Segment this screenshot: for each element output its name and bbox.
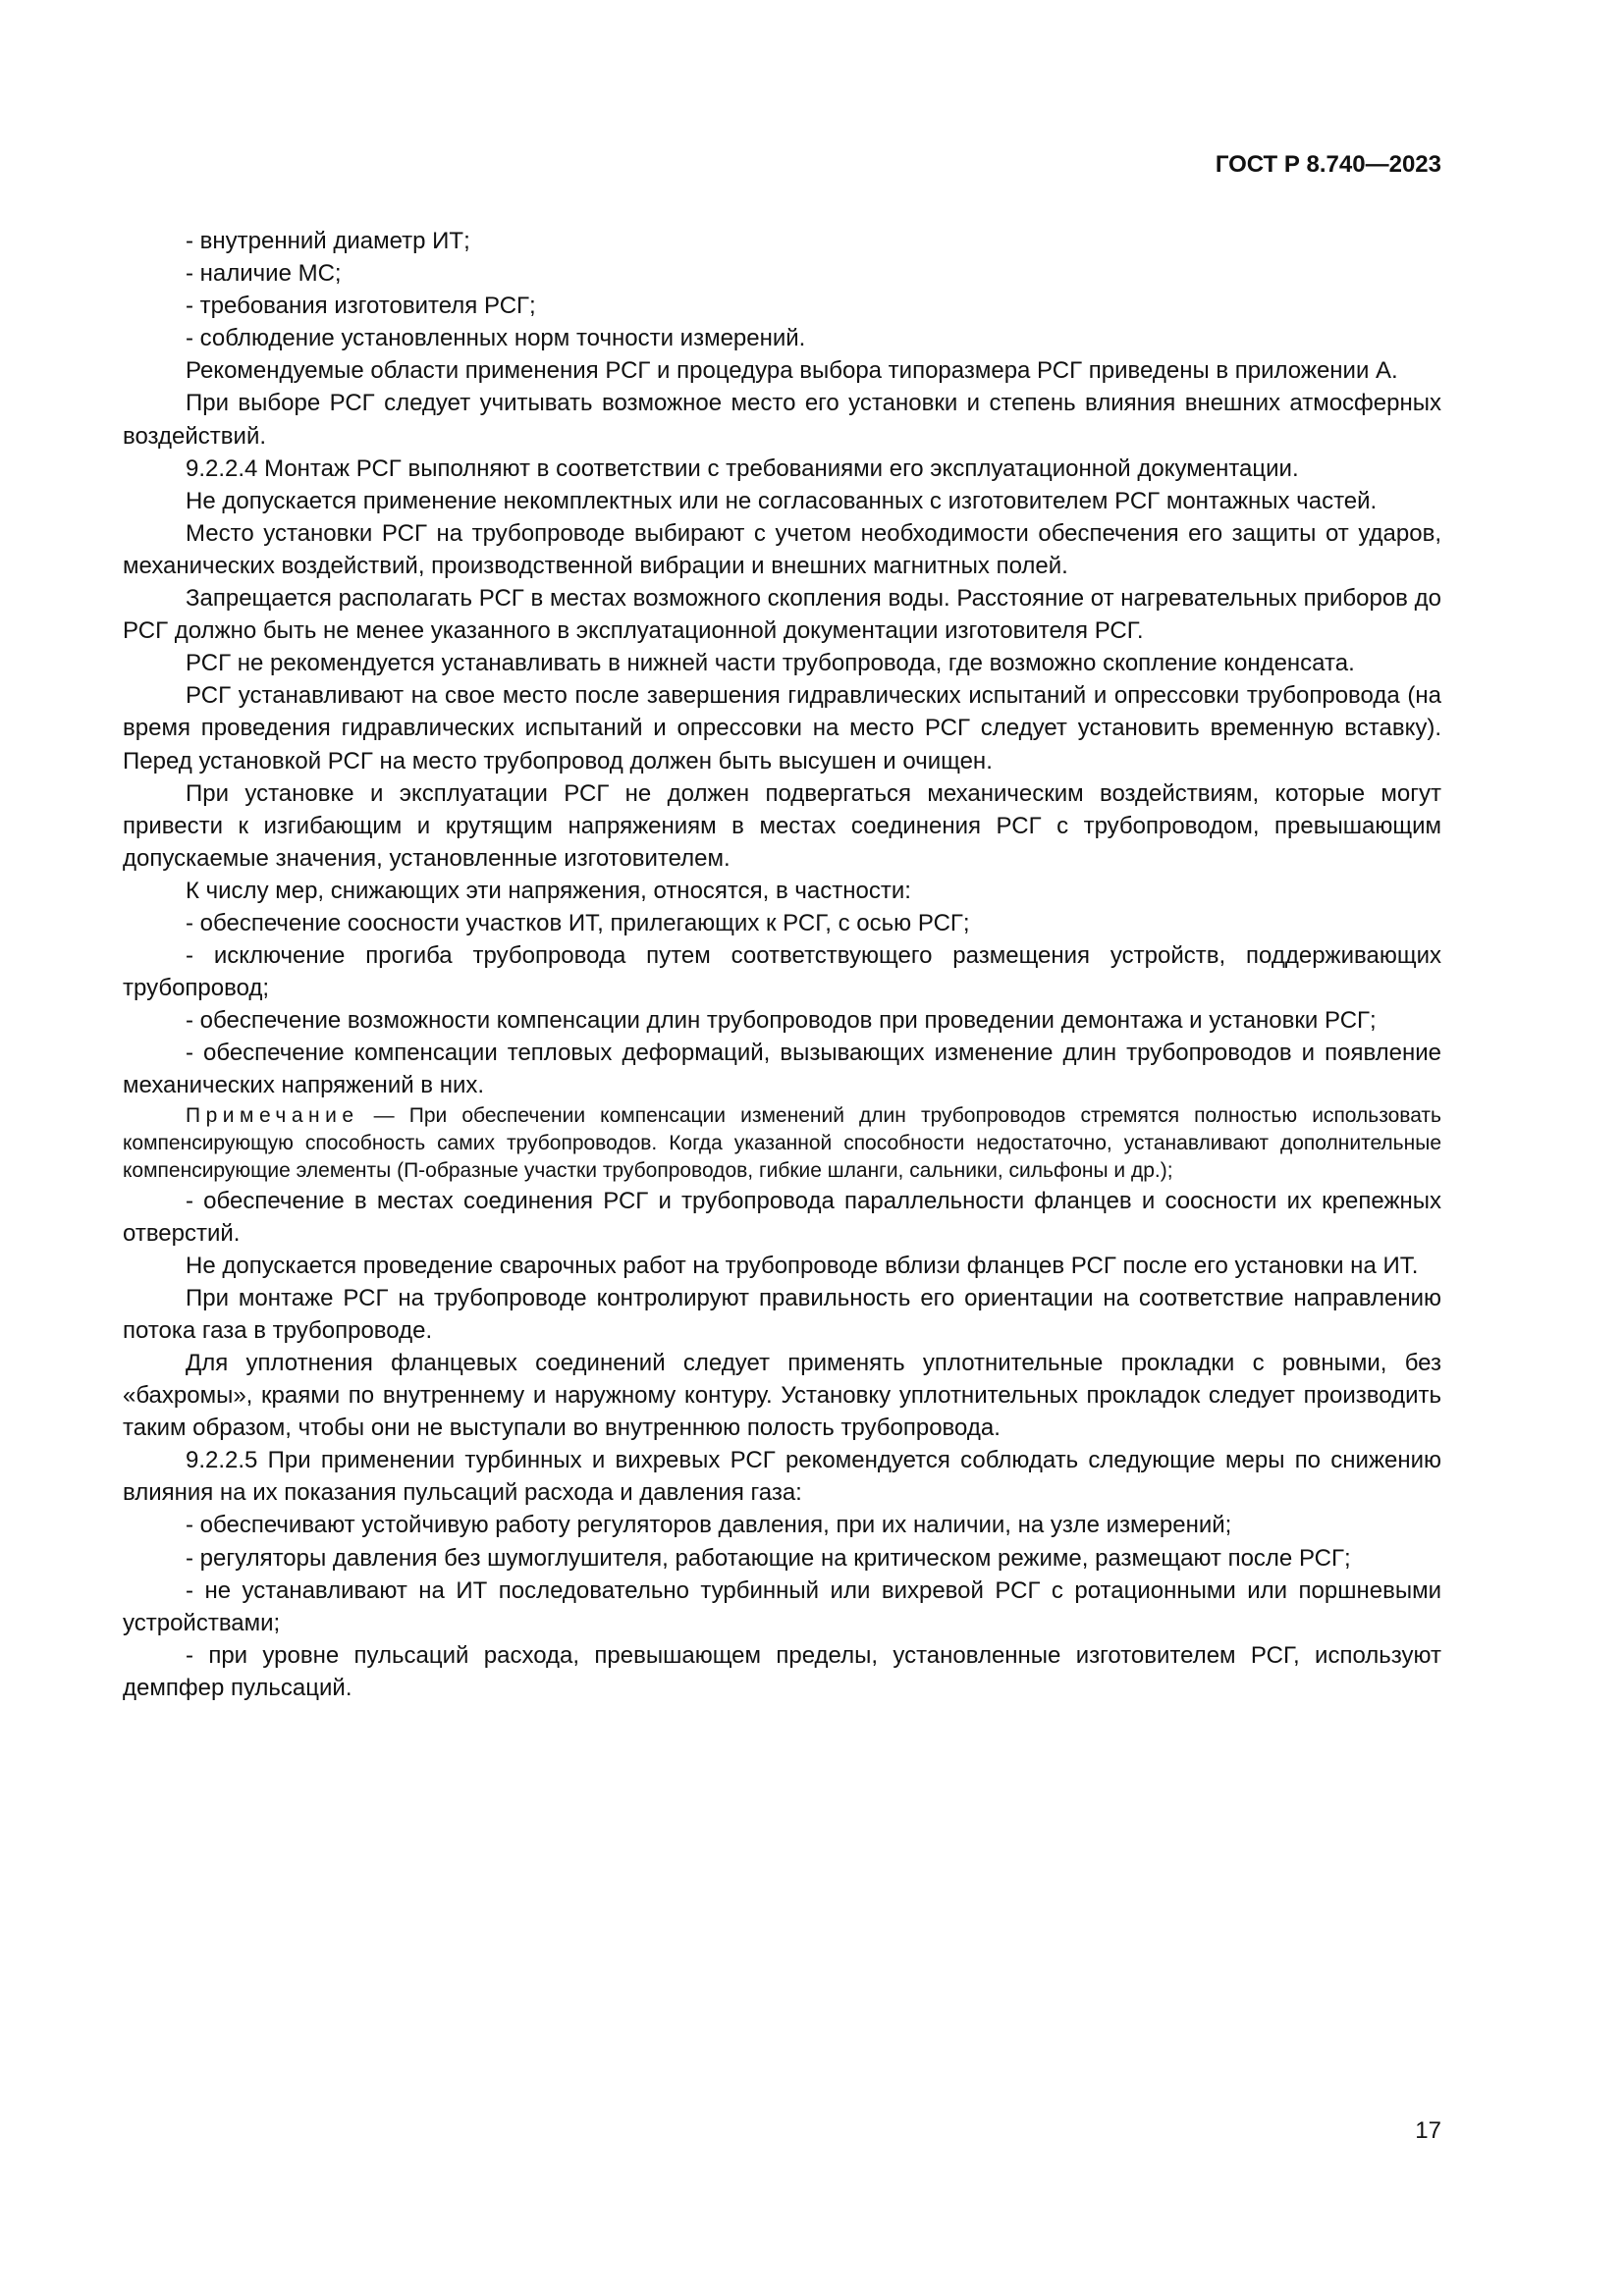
paragraph: К числу мер, снижающих эти напряжения, относятся, в частности: — [186, 877, 911, 904]
paragraph: Место установки РСГ на трубопроводе выбирают с учетом необходимости обеспечения его защиты от ударов, механических воздействий, производственной вибрации и внешних магнитных полей. — [123, 519, 1441, 579]
paragraph: При монтаже РСГ на трубопроводе контролируют правильность его ориентации на соответствие направлению потока газа в трубопроводе. — [123, 1284, 1441, 1344]
paragraph: Рекомендуемые области применения РСГ и процедура выбора типоразмера РСГ приведены в приложении А. — [186, 357, 1398, 385]
note-text: — При обеспечении компенсации изменений длин трубопроводов стремятся полностью использовать компенсирующую способность самих трубопроводов. Когда указанной способности недостаточно, устанавливают дополнительные компенсирующие элементы (П-образные участки трубопроводов, гибкие шланги, сальники, сильфоны и др.); — [123, 1103, 1441, 1182]
paragraph: - внутренний диаметр ИТ; — [186, 228, 470, 254]
paragraph: - не устанавливают на ИТ последовательно турбинный или вихревой РСГ с ротационными или поршневыми устройствами; — [123, 1576, 1441, 1636]
paragraph: При выборе РСГ следует учитывать возможное место его установки и степень влияния внешних атмосферных воздействий. — [123, 390, 1441, 450]
paragraph: РСГ устанавливают на свое место после завершения гидравлических испытаний и опрессовки трубопровода (на время проведения гидравлических испытаний и опрессовки на место РСГ следует установить временную вставку). Перед установкой РСГ на место трубопровод должен быть высушен и очищен. — [123, 682, 1441, 774]
paragraph: - обеспечивают устойчивую работу регуляторов давления, при их наличии, на узле измерений; — [186, 1512, 1232, 1539]
paragraph: - соблюдение установленных норм точности измерений. — [186, 325, 806, 352]
paragraph: При установке и эксплуатации РСГ не должен подвергаться механическим воздействиям, которые могут привести к изгибающим и крутящим напряжениям в местах соединения РСГ с трубопроводом, превышающим допускаемые значения, установленные изготовителем. — [123, 779, 1441, 872]
paragraph: - обеспечение в местах соединения РСГ и трубопровода параллельности фланцев и соосности их крепежных отверстий. — [123, 1187, 1441, 1247]
document-code-header: ГОСТ Р 8.740—2023 — [1215, 151, 1441, 178]
paragraph: - при уровне пульсаций расхода, превышающем пределы, установленные изготовителем РСГ, используют демпфер пульсаций. — [123, 1641, 1441, 1701]
document-body — [123, 225, 1441, 1704]
note-label: Примечание — [186, 1103, 359, 1127]
paragraph: - наличие МС; — [186, 260, 342, 288]
paragraph: Для уплотнения фланцевых соединений следует применять уплотнительные прокладки с ровными, без «бахромы», краями по внутреннему и наружному контуру. Установку уплотнительных прокладок следует производить таким образом, чтобы они не выступали во внутреннюю полость трубопровода. — [123, 1350, 1441, 1442]
paragraph: 9.2.2.5 При применении турбинных и вихревых РСГ рекомендуется соблюдать следующие меры по снижению влияния на их показания пульсаций расхода и давления газа: — [123, 1447, 1441, 1507]
page-number: 17 — [1415, 2117, 1441, 2144]
paragraph: - требования изготовителя РСГ; — [186, 293, 536, 320]
paragraph: - регуляторы давления без шумоглушителя, работающие на критическом режиме, размещают после РСГ; — [186, 1544, 1351, 1572]
paragraph: Не допускается применение некомплектных или не согласованных с изготовителем РСГ монтажных частей. — [186, 487, 1378, 514]
paragraph: 9.2.2.4 Монтаж РСГ выполняют в соответствии с требованиями его эксплуатационной документации. — [186, 454, 1299, 482]
paragraph: Не допускается проведение сварочных работ на трубопроводе вблизи фланцев РСГ после его установки на ИТ. — [186, 1252, 1419, 1279]
paragraph: - обеспечение возможности компенсации длин трубопроводов при проведении демонтажа и установки РСГ; — [186, 1007, 1377, 1035]
note-paragraph — [123, 1102, 1441, 1185]
paragraph: - исключение прогиба трубопровода путем соответствующего размещения устройств, поддерживающих трубопровод; — [123, 942, 1441, 1002]
paragraph: РСГ не рекомендуется устанавливать в нижней части трубопровода, где возможно скопление конденсата. — [186, 650, 1355, 677]
paragraph: - обеспечение соосности участков ИТ, прилегающих к РСГ, с осью РСГ; — [186, 909, 970, 936]
paragraph: Запрещается располагать РСГ в местах возможного скопления воды. Расстояние от нагревательных приборов до РСГ должно быть не менее указанного в эксплуатационной документации изготовителя РСГ. — [123, 585, 1441, 645]
paragraph: - обеспечение компенсации тепловых деформаций, вызывающих изменение длин трубопроводов и появление механических напряжений в них. — [123, 1040, 1441, 1099]
